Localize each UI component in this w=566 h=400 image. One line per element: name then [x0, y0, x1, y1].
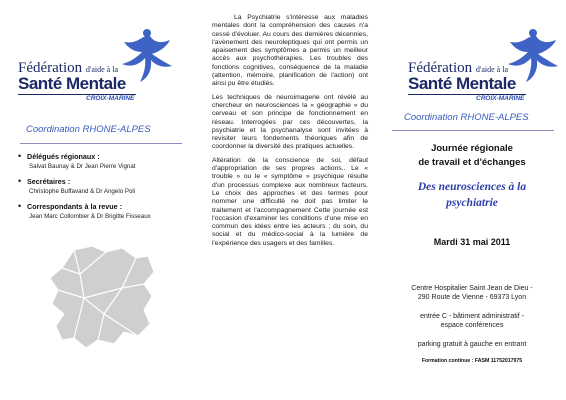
left-panel [0, 0, 200, 400]
logo-left [18, 34, 183, 104]
body-paragraph: La Psychiatrie s'intéresse aux maladies mentales dont la compréhension des causes n'a cessé d'évoluer. Au cours des dernières décennies, l'avènement des neuroleptiques qui ont permis un apaisement des symptômes a permis un meilleur accès aux psychothérapies. Les troubles des fonctions cognitives, conséquence de la maladie (attention, mémoire, planification de l'action) ont ainsi pu être étudiés. [212, 14, 368, 88]
role-title: • Correspondants à la revue : [27, 202, 123, 211]
role-names: Christophe Buffavand & Dr Angelo Poli [29, 188, 136, 195]
divider-left [20, 143, 182, 144]
venue-line2: 290 Route de Vienne - 69373 Lyon [417, 294, 527, 301]
divider-right [392, 130, 554, 131]
role-item [18, 202, 198, 222]
coordination-label-right: Coordination RHONE-ALPES [404, 112, 529, 123]
coordination-label-left: Coordination RHONE-ALPES [26, 124, 151, 135]
roles-list [18, 152, 198, 227]
role-title: • Délégués régionaux : [27, 152, 100, 161]
event-date: Mardi 31 mai 2011 [433, 237, 511, 247]
middle-panel [200, 0, 378, 400]
right-panel [378, 0, 566, 400]
entry-line1: entrée C - bâtiment administratif - [420, 313, 524, 320]
logo-sante-mentale: Santé Mentale [408, 74, 516, 93]
role-title: • Secrétaires : [27, 177, 71, 186]
event-title-line1: Journée régionale [431, 143, 513, 154]
event-title-line2: de travail et d'échanges [418, 157, 526, 168]
role-names: Jean Marc Collombier & Dr Brigitte Fisseaux [29, 213, 151, 220]
logo-federation: Fédération d'aide à la [408, 60, 508, 76]
training-info: Formation continue : FASM 11752017975 [421, 358, 523, 364]
parking-info: parking gratuit à gauche en entrant [417, 341, 527, 348]
body-paragraph: Altération de la conscience de soi, défaut d'appropriation de ses propres actions.. Le « trouble » ou le « symptôme » psychique résulte d'un processus complexe aux nombreux facteurs. Le choix des approches et des termes pour nommer une difficulté ne doit pas limiter le traitement et l'accompagnement Cette journée est l'occasion d'examiner les conditions d'une mise en commun des idées entre les acteurs : du soin, du social et du médico-social à la lumière de l'expérience des usagers et des familles. [212, 156, 368, 247]
role-item [18, 152, 198, 172]
entry-line2: espace conférences [440, 322, 504, 329]
logo-right [394, 36, 559, 106]
logo-federation: Fédération d'aide à la [18, 60, 118, 76]
logo-croix-marine: CROIX-MARINE [476, 95, 525, 102]
event-subtitle-line1: Des neurosciences à la [417, 181, 527, 193]
body-paragraph: Les techniques de neuroimagerie ont révélé au chercheur en neurosciences la « géographie » du cerveau et son principe de fonctionnement en réseau. Interrogées par ces découvertes, la psychiatrie et la psychanalyse sont invitées à revisiter leurs fondements théoriques afin de coordonner la diversité des pratiques actuelles. [212, 93, 368, 151]
role-names: Salvat Baunay & Dr Jean Pierre Vignat [29, 163, 136, 170]
logo-croix-marine: CROIX-MARINE [86, 95, 135, 102]
role-item [18, 177, 198, 197]
region-map-icon [44, 244, 159, 354]
venue-line1: Centre Hospitalier Saint Jean de Dieu - [411, 285, 533, 292]
event-subtitle-line2: psychiatrie [446, 197, 498, 209]
logo-sante-mentale: Santé Mentale [18, 74, 126, 93]
